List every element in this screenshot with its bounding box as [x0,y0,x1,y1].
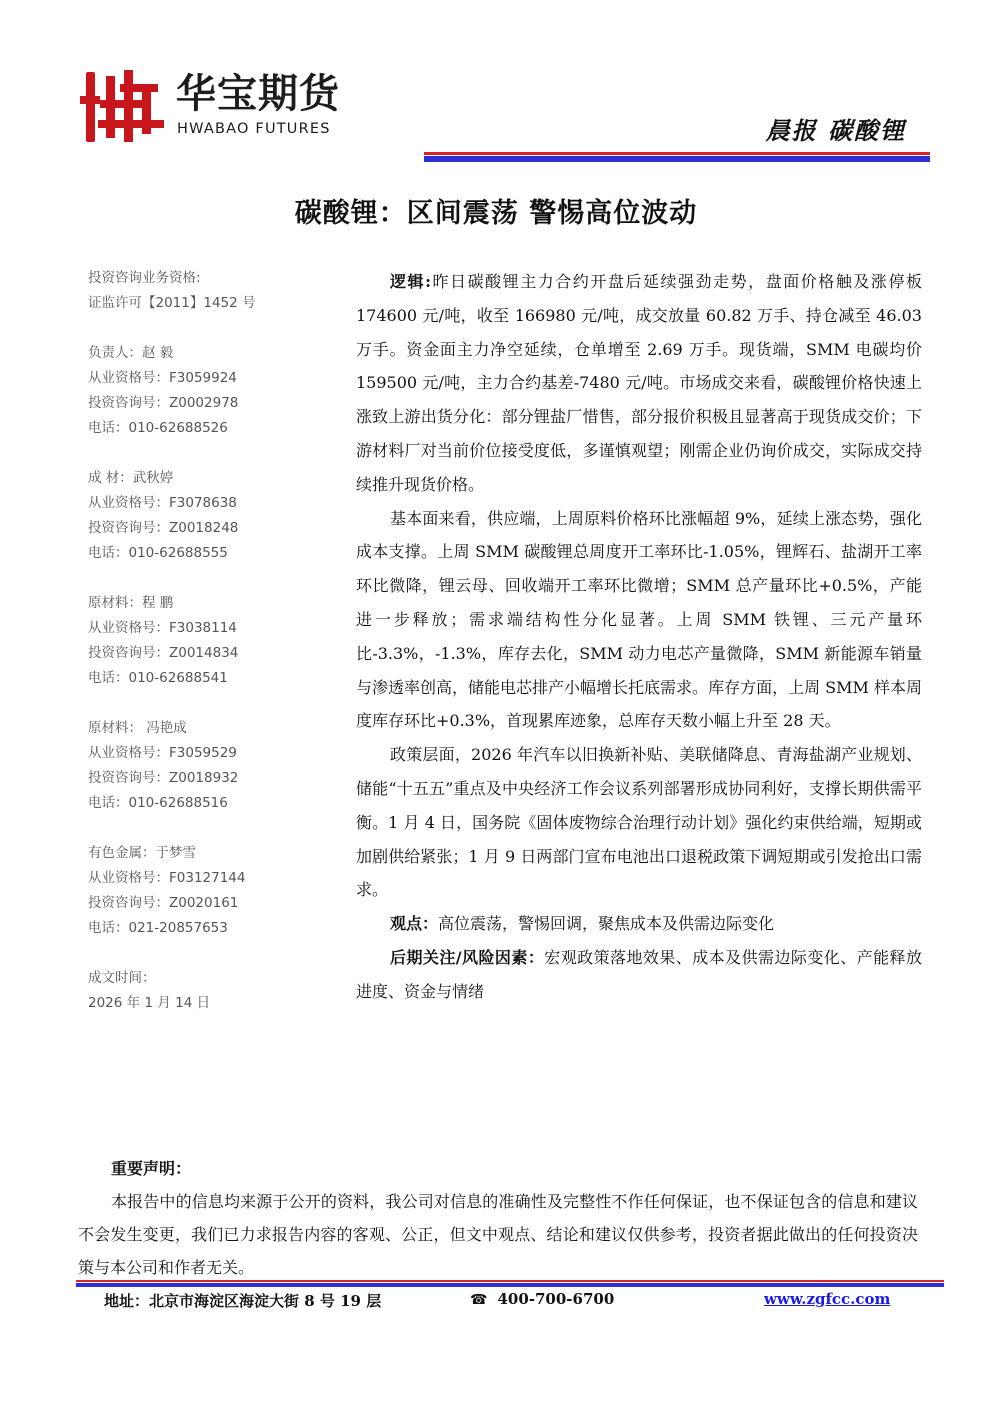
logo-english-name: HWABAO FUTURES [177,121,331,137]
analyst-cert: 从业资格号：F03127144 [88,870,246,886]
disclaimer-text: 本报告中的信息均来源于公开的资料，我公司对信息的准确性及完整性不作任何保证，也不保证包含的信息和建议不会发生变更，我们已力求报告内容的客观、公正，但文中观点、结论和建议仅供参考，投资者据此做出的任何投资决策与本公司和作者无关。 [78,1192,918,1277]
footer-phone-number: 400-700-6700 [497,1290,615,1308]
analyst-phone: 电话：010-62688555 [88,545,228,561]
hwabao-logo-icon [80,70,164,142]
logic-paragraph [356,265,922,502]
analyst-role: 原材料： 冯艳成 [88,720,187,736]
telephone-icon: ☎ [470,1292,488,1308]
analyst-cert: 从业资格号：F3078638 [88,495,237,511]
policy-paragraph: 政策层面，2026 年汽车以旧换新补贴、美联储降息、青海盐湖产业规划、储能“十五五”重点及中央经济工作会议系列部署形成协同利好，支撑长期供需平衡。1 月 4 日，国务院《固体废物综合治理行动计划》强化约束供给端，短期或加剧供给紧张；1 月 9 日两部门宣布电池出口退税政策下调短期或引发抢出口需求。 [356,745,922,900]
disclaimer-title: 重要声明： [111,1159,192,1178]
fundamentals-paragraph: 基本面来看，供应端，上周原料价格环比涨幅超 9%，延续上涨态势，强化成本支撑。上周 SMM 碳酸锂总周度开工率环比-1.05%，锂辉石、盐湖开工率环比微降，锂云母、回收端开工率环比微增；SMM 总产量环比+0.5%，产能进一步释放；需求端结构性分化显著。上周 SMM 铁锂、三元产量环比-3.3%，-1.3%，库存去化，SMM 动力电芯产量微降，SMM 新能源车销量与渗透率创高，储能电芯排产小幅增长托底需求。库存方面，上周 SMM 样本周度库存环比+0.3%，首现累库迹象，总库存天数小幅上升至 28 天。 [356,508,922,731]
page-title: 碳酸锂：区间震荡 警惕高位波动 [294,198,698,229]
footer-address: 地址：北京市海淀区海淀大街 8 号 19 层 [104,1292,382,1310]
analyst-advisory: 投资咨询号：Z0018248 [88,520,239,536]
analyst-advisory: 投资咨询号：Z0018932 [88,770,239,786]
analyst-cert: 从业资格号：F3059924 [88,370,237,386]
risk-paragraph [356,941,922,1009]
footer-website-link[interactable]: www.zgfcc.com [764,1290,891,1308]
analyst-phone: 电话：010-62688516 [88,795,228,811]
view-label: 观点： [390,914,439,934]
analyst-cert: 从业资格号：F3038114 [88,620,237,636]
report-body [356,265,922,1009]
view-paragraph [356,907,922,941]
analyst-role: 原材料：程 鹏 [88,595,174,611]
analyst-phone: 电话：021-20857653 [88,920,228,936]
footer-phone [470,1290,614,1308]
header-rule-red [424,152,930,155]
footer [0,1290,992,1312]
company-logo [80,70,380,142]
risk-label: 后期关注/风险因素： [390,947,545,967]
analyst-role: 负责人：赵 毅 [88,345,174,361]
qualification-license: 证监许可【2011】1452 号 [88,295,256,311]
report-date: 2026 年 1 月 14 日 [88,995,211,1011]
logic-label: 逻辑: [390,272,431,291]
qualification-label: 投资咨询业务资格: [88,270,201,286]
footer-rule-blue [76,1283,944,1287]
analyst-role: 有色金属：于梦雪 [88,845,196,861]
footer-rule-red [76,1280,944,1282]
header-rule-blue [424,156,930,162]
analyst-cert: 从业资格号：F3059529 [88,745,237,761]
analyst-phone: 电话：010-62688541 [88,670,228,686]
analyst-role: 成 材：武秋婷 [88,470,174,486]
analyst-phone: 电话：010-62688526 [88,420,228,436]
disclaimer [78,1152,918,1284]
date-label: 成文时间： [88,970,156,986]
report-tag: 晨报 碳酸锂 [765,116,906,145]
risk-text: 宏观政策落地效果、成本及供需边际变化、产能释放进度、资金与情绪 [356,947,922,1001]
logic-text: 昨日碳酸锂主力合约开盘后延续强劲走势，盘面价格触及涨停板 174600 元/吨，收至 166980 元/吨，成交放量 60.82 万手、持仓减至 46.03 万手。资金面主力净空延续，仓单增至 2.69 万手。现货端，SMM 电碳均价 159500 元/吨，主力合约基差-7480 元/吨。市场成交来看，碳酸锂价格快速上涨致上游出货分化：部分锂盐厂惜售，部分报价积极且显著高于现货成交价；下游材料厂对当前价位接受度低，多谨慎观望；刚需企业仍询价成交，实际成交持续推升现货价格。 [356,272,922,494]
analyst-sidebar [88,266,328,1016]
logo-chinese-name: 华宝期货 [176,71,340,117]
analyst-advisory: 投资咨询号：Z0002978 [88,395,239,411]
analyst-advisory: 投资咨询号：Z0014834 [88,645,239,661]
analyst-advisory: 投资咨询号：Z0020161 [88,895,239,911]
view-text: 高位震荡，警惕回调，聚焦成本及供需边际变化 [438,914,775,934]
